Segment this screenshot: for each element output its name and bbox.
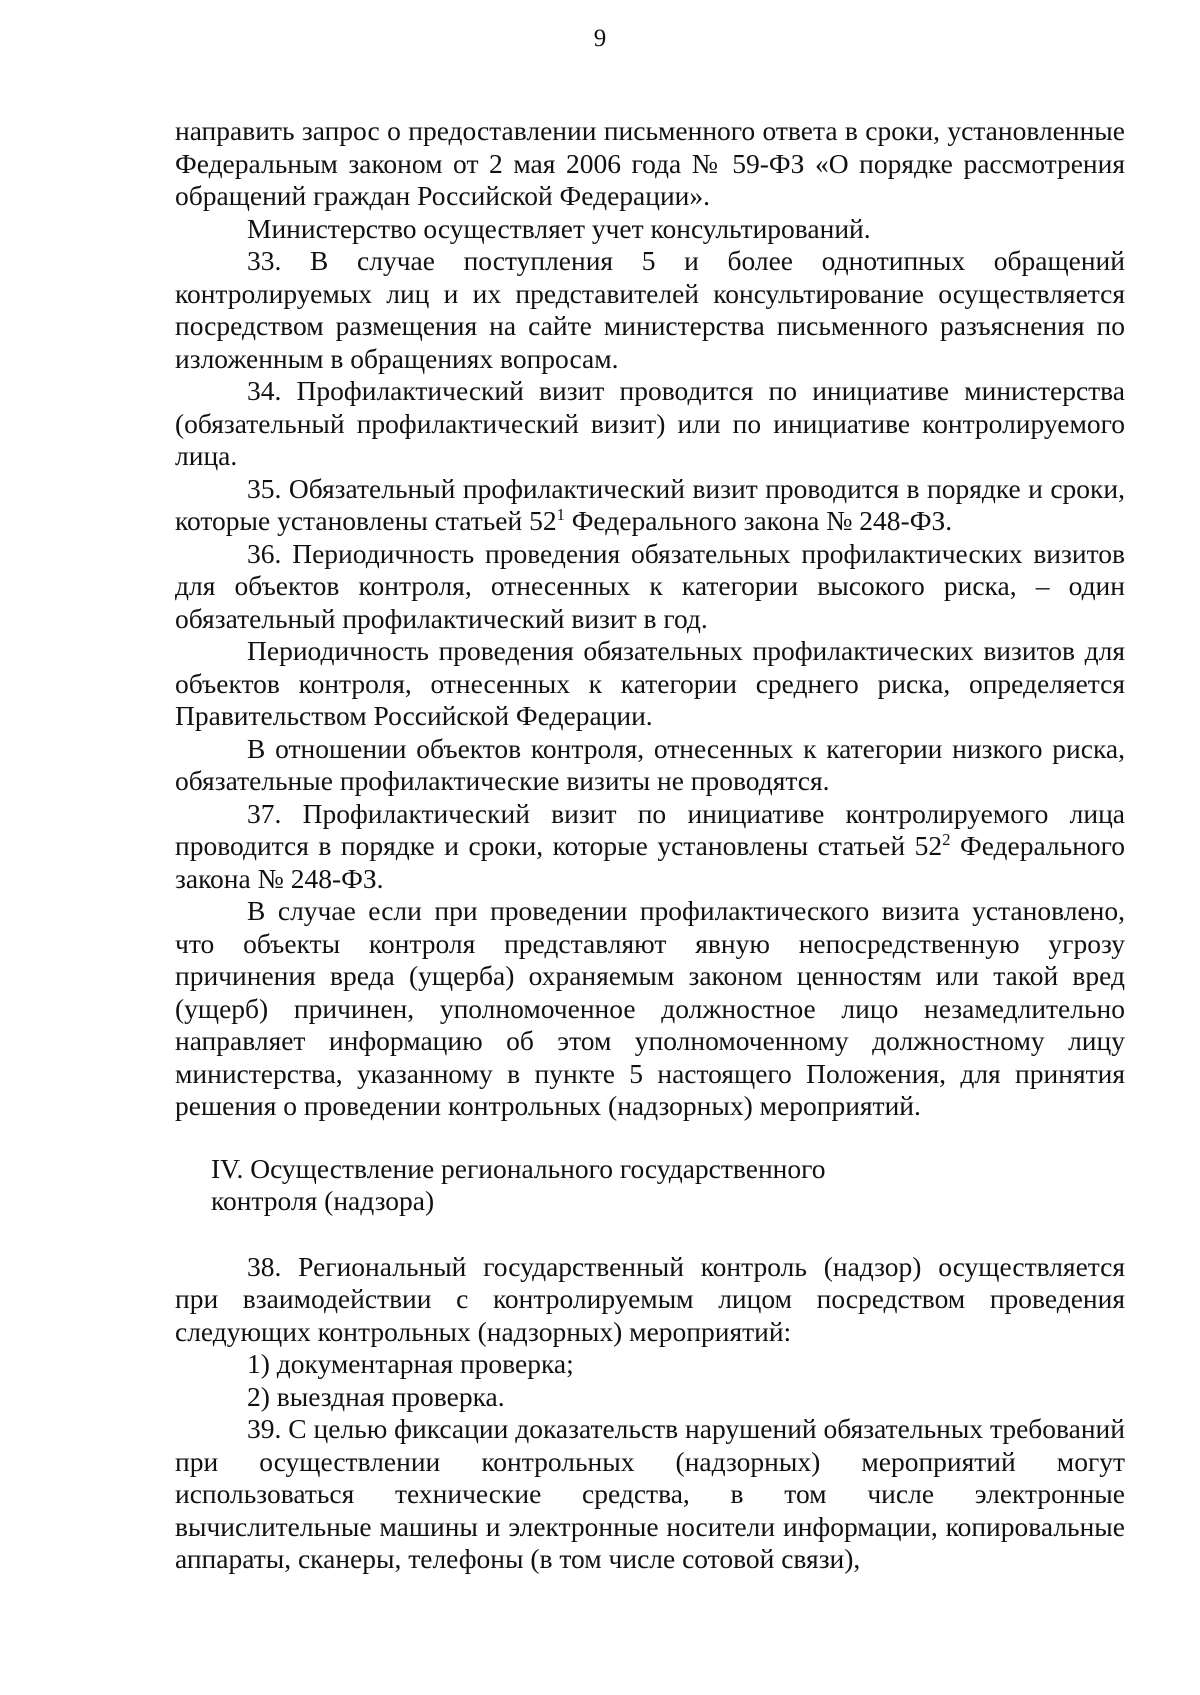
paragraph-37-superscript: 2 bbox=[942, 829, 951, 849]
list-item-1: 1) документарная проверка; bbox=[247, 1348, 574, 1379]
section-heading-line-1: IV. Осуществление регионального государственного bbox=[211, 1152, 826, 1184]
paragraph-33: 33. В случае поступления 5 и более однотипных обращений контролируемых лиц и их представителей консультирование осуществляется посредством размещения на сайте министерства письменного разъяснения по изложенным в обращениях вопросам. bbox=[175, 245, 1125, 374]
paragraph-36: 36. Периодичность проведения обязательных профилактических визитов для объектов контроля, отнесенных к категории высокого риска, – один обязательный профилактический визит в год. bbox=[175, 537, 1125, 634]
list-item-2: 2) выездная проверка. bbox=[247, 1380, 505, 1412]
paragraph-35-text-end: Федерального закона № 248-ФЗ. bbox=[564, 505, 953, 536]
paragraph-35-text: 35. Обязательный профилактический визит проводится в порядке и сроки, которые установлены статьей 52 bbox=[175, 472, 1125, 536]
paragraph-low-risk: В отношении объектов контроля, отнесенных к категории низкого риска, обязательные профилактические визиты не проводятся. bbox=[175, 732, 1125, 796]
paragraph-32-cont: направить запрос о предоставлении письменного ответа в сроки, установленные Федеральным законом от 2 мая 2006 года № 59-ФЗ «О порядке рассмотрения обращений граждан Российской Федерации». bbox=[175, 115, 1125, 211]
paragraph-39: 39. С целью фиксации доказательств нарушений обязательных требований при осуществлении контрольных (надзорных) мероприятий могут использоваться технические средства, в том числе электронные вычислительные машины и электронные носители информации, копировальные аппараты, сканеры, телефоны (в том числе сотовой связи), bbox=[175, 1413, 1125, 1574]
paragraph-38: 38. Региональный государственный контроль (надзор) осуществляется при взаимодействии с контролируемым лицом посредством проведения следующих контрольных (надзорных) мероприятий: bbox=[175, 1250, 1125, 1347]
document-body bbox=[175, 115, 1125, 1576]
paragraph-37-threat: В случае если при проведении профилактического визита установлено, что объекты контроля представляют явную непосредственную угрозу причинения вреда (ущерба) охраняемым законом ценностям или такой вред (ущерб) причинен, уполномоченное должностное лицо незамедлительно направляет информацию об этом уполномоченному должностному лицу министерства, указанному в пункте 5 настоящего Положения, для принятия решения о проведении контрольных (надзорных) мероприятий. bbox=[175, 895, 1125, 1121]
paragraph-37-text-end: Федерального закона № 248-ФЗ. bbox=[175, 830, 1126, 894]
page-number: 9 bbox=[593, 25, 607, 52]
paragraph-37-text: 37. Профилактический визит по инициативе контролируемого лица проводится в порядке и сроки, которые установлены статьей 52 bbox=[175, 797, 1125, 861]
paragraph-37 bbox=[175, 798, 1125, 896]
paragraph-35 bbox=[175, 473, 1125, 538]
paragraph-medium-risk: Периодичность проведения обязательных профилактических визитов для объектов контроля, отнесенных к категории среднего риска, определяется Правительством Российской Федерации. bbox=[175, 635, 1125, 731]
paragraph-34: 34. Профилактический визит проводится по инициативе министерства (обязательный профилактический визит) или по инициативе контролируемого лица. bbox=[175, 375, 1125, 471]
paragraph-consultation-record: Министерство осуществляет учет консультирований. bbox=[247, 212, 871, 244]
paragraph-35-superscript: 1 bbox=[556, 504, 565, 524]
section-heading-line-2: контроля (надзора) bbox=[211, 1185, 435, 1216]
section-heading bbox=[175, 1153, 1125, 1218]
